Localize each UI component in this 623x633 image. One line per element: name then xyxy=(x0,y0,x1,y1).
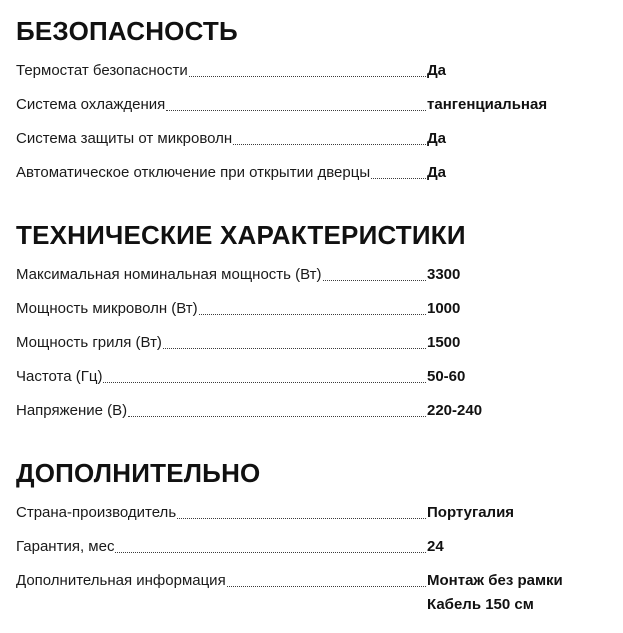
spec-rows xyxy=(16,503,607,614)
spec-sections-list xyxy=(16,16,607,614)
spec-row xyxy=(16,95,607,114)
dotted-leader xyxy=(227,571,426,587)
spec-label: Максимальная номинальная мощность (Вт) xyxy=(16,266,322,283)
spec-value-line: Кабель 150 см xyxy=(427,596,534,613)
spec-value xyxy=(427,401,607,420)
spec-value xyxy=(427,61,607,80)
section-title: ТЕХНИЧЕСКИЕ ХАРАКТЕРИСТИКИ xyxy=(16,220,466,250)
spec-label: Страна-производитель xyxy=(16,504,177,521)
dotted-leader xyxy=(115,537,426,553)
spec-value-line: 3300 xyxy=(427,266,461,283)
spec-value xyxy=(427,537,607,556)
spec-section-2 xyxy=(16,220,607,420)
section-title: БЕЗОПАСНОСТЬ xyxy=(16,16,238,46)
spec-label: Автоматическое отключение при открытии дверцы xyxy=(16,164,371,181)
spec-label: Система охлаждения xyxy=(16,96,166,113)
spec-row xyxy=(16,503,607,522)
spec-row xyxy=(16,537,607,556)
spec-row xyxy=(16,61,607,80)
spec-row xyxy=(16,129,607,148)
spec-value-line: Да xyxy=(427,62,447,79)
spec-value xyxy=(427,163,607,182)
spec-value xyxy=(427,265,607,284)
spec-value-line: 24 xyxy=(427,538,444,555)
spec-value-line: 1000 xyxy=(427,300,461,317)
dotted-leader xyxy=(163,333,426,349)
dotted-leader xyxy=(189,61,426,77)
spec-value xyxy=(427,333,607,352)
spec-value-line: 50-60 xyxy=(427,368,466,385)
spec-value-line: Португалия xyxy=(427,504,515,521)
spec-value xyxy=(427,299,607,318)
spec-row xyxy=(16,571,607,614)
dotted-leader xyxy=(323,265,426,281)
spec-section-3 xyxy=(16,458,607,614)
spec-value-line: тангенциальная xyxy=(427,96,548,113)
spec-value-line: 220-240 xyxy=(427,402,483,419)
spec-label: Гарантия, мес xyxy=(16,538,115,555)
spec-value xyxy=(427,367,607,386)
dotted-leader xyxy=(177,503,426,519)
spec-label: Частота (Гц) xyxy=(16,368,103,385)
spec-section-1 xyxy=(16,16,607,182)
spec-value xyxy=(427,571,607,614)
spec-value-line: 1500 xyxy=(427,334,461,351)
dotted-leader xyxy=(128,401,426,417)
spec-label: Мощность гриля (Вт) xyxy=(16,334,162,351)
dotted-leader xyxy=(233,129,426,145)
spec-value-line: Да xyxy=(427,130,447,147)
spec-row xyxy=(16,299,607,318)
spec-row xyxy=(16,401,607,420)
dotted-leader xyxy=(103,367,426,383)
dotted-leader xyxy=(199,299,426,315)
spec-row xyxy=(16,163,607,182)
spec-value-line: Да xyxy=(427,164,447,181)
spec-label: Мощность микроволн (Вт) xyxy=(16,300,198,317)
spec-value-line: Монтаж без рамки xyxy=(427,572,563,589)
spec-label: Дополнительная информация xyxy=(16,572,226,589)
spec-label: Термостат безопасности xyxy=(16,62,188,79)
spec-rows xyxy=(16,265,607,420)
spec-label: Система защиты от микроволн xyxy=(16,130,233,147)
spec-row xyxy=(16,367,607,386)
spec-value xyxy=(427,503,607,522)
spec-value xyxy=(427,129,607,148)
section-title: ДОПОЛНИТЕЛЬНО xyxy=(16,458,261,488)
dotted-leader xyxy=(371,163,426,179)
spec-row xyxy=(16,333,607,352)
spec-rows xyxy=(16,61,607,182)
dotted-leader xyxy=(166,95,426,111)
spec-label: Напряжение (В) xyxy=(16,402,128,419)
spec-value xyxy=(427,95,607,114)
spec-row xyxy=(16,265,607,284)
